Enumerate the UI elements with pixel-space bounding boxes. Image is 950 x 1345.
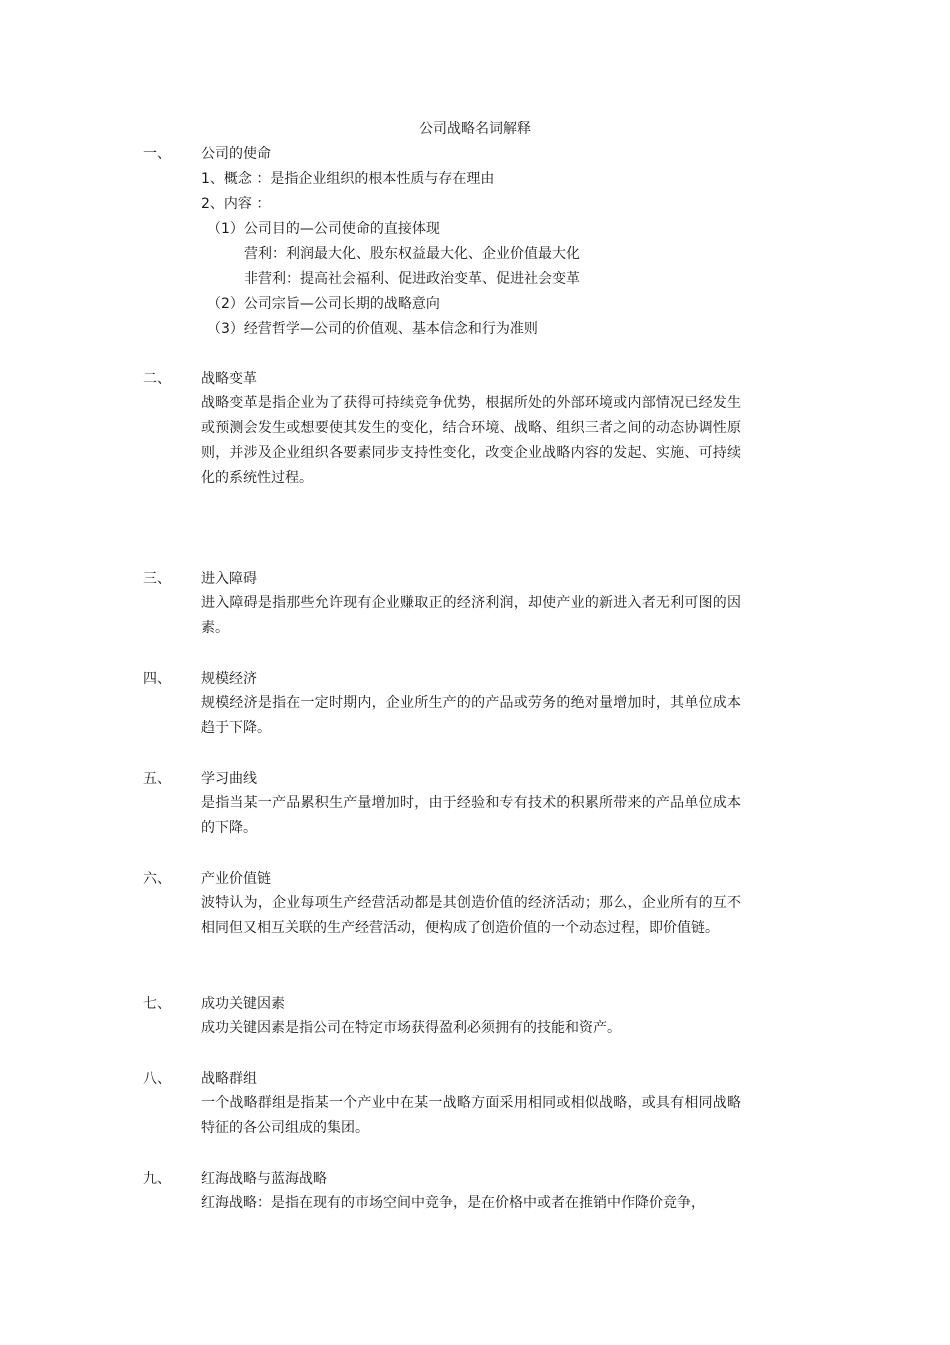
section-9-number: 九、 [143,1171,171,1187]
section-2-number: 二、 [143,371,171,387]
section-2-paragraph: 战略变革是指企业为了获得可持续竞争优势，根据所处的外部环境或内部情况已经发生或预测会发生或想要使其发生的变化，结合环境、战略、组织三者之间的动态协调性原则，并涉及企业组织各要素同步支持性变化，改变企业战略内容的发起、实施、可持续化的系统性过程。 [201,395,741,486]
section-1-concept: 1、概念 ：是指企业组织的根本性质与存在理由 [201,171,495,187]
section-7-paragraph: 成功关键因素是指公司在特定市场获得盈利必须拥有的技能和资产。 [201,1020,621,1036]
section-1-heading: 公司的使命 [201,146,271,162]
section-7-number: 七、 [143,996,171,1012]
section-8-number: 八、 [143,1071,171,1087]
section-5-paragraph: 是指当某一产品累积生产量增加时，由于经验和专有技术的积累所带来的产品单位成本的下降。 [201,795,741,836]
section-8-heading: 战略群组 [201,1071,257,1087]
section-4-heading: 规模经济 [201,671,257,687]
document-title: 公司战略名词解释 [419,121,531,137]
section-5-heading: 学习曲线 [201,771,257,787]
section-1-content-label: 2、内容 ： [201,196,271,212]
section-3-heading: 进入障碍 [201,571,257,587]
section-1-item-1-nonprofit: 非营利：提高社会福利、促进政治变革、促进社会变革 [244,271,580,287]
section-4-paragraph: 规模经济是指在一定时期内，企业所生产的的产品或劳务的绝对量增加时，其单位成本趋于下降。 [201,695,741,736]
section-9-paragraph: 红海战略：是指在现有的市场空间中竞争，是在价格中或者在推销中作降价竞争， [201,1195,705,1211]
section-6-number: 六、 [143,871,171,887]
section-8-paragraph: 一个战略群组是指某一个产业中在某一战略方面采用相同或相似战略，或具有相同战略特征的各公司组成的集团。 [201,1095,741,1136]
section-3-number: 三、 [143,571,171,587]
section-3-paragraph: 进入障碍是指那些允许现有企业赚取正的经济利润，却使产业的新进入者无利可图的因素。 [201,595,741,636]
section-2-heading: 战略变革 [201,371,257,387]
section-6-paragraph: 波特认为，企业每项生产经营活动都是其创造价值的经济活动；那么，企业所有的互不相同但又相互关联的生产经营活动，便构成了创造价值的一个动态过程，即价值链。 [201,895,741,936]
section-6-heading: 产业价值链 [201,871,271,887]
section-1-item-1: （1）公司目的—公司使命的直接体现 [207,221,440,237]
section-1-item-1-profit: 营利：利润最大化、股东权益最大化、企业价值最大化 [244,246,580,262]
section-1-number: 一、 [143,146,171,162]
section-5-number: 五、 [143,771,171,787]
section-1-item-2: （2）公司宗旨—公司长期的战略意向 [207,296,440,312]
section-7-heading: 成功关键因素 [201,996,285,1012]
section-4-number: 四、 [143,671,171,687]
section-9-heading: 红海战略与蓝海战略 [201,1171,327,1187]
section-1-item-3: （3）经营哲学—公司的价值观、基本信念和行为准则 [207,321,538,337]
